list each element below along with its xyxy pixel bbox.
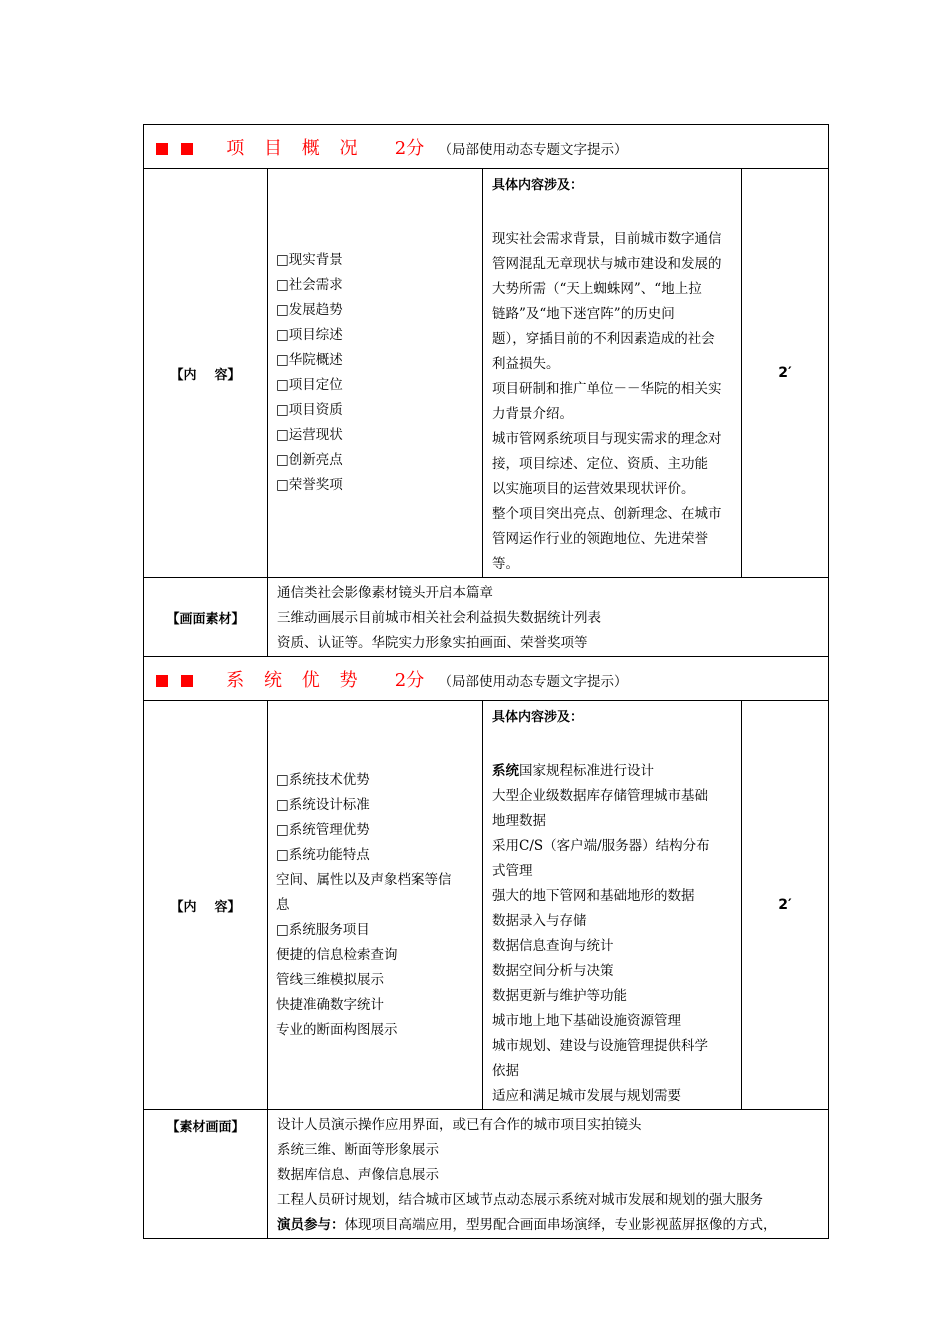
material-line: 设计人员演示操作应用界面，或已有合作的城市项目实拍镜头 [277, 1117, 642, 1133]
detail-line: 利益损失。 [492, 356, 560, 372]
detail-line [492, 759, 733, 784]
section2-note: （局部使用动态专题文字提示） [438, 673, 628, 690]
detail-line: 大型企业级数据库存储管理城市基础 [492, 788, 708, 804]
section2-header [144, 657, 829, 701]
script-table [143, 124, 829, 1239]
detail-line: 依据 [492, 1063, 519, 1079]
script-document [143, 124, 828, 1239]
list-item: 专业的断面构图展示 [276, 1021, 398, 1038]
list-item: □系统管理优势 [276, 821, 370, 838]
list-item: □社会需求 [276, 277, 343, 293]
detail-line: 整个项目突出亮点、创新理念、在城市 [492, 506, 722, 522]
section2-header-row [144, 657, 829, 701]
detail-keyword: 系统 [492, 763, 519, 779]
section2-item-list [268, 701, 483, 1110]
section2-detail [483, 701, 742, 1110]
detail-line: 管网运作行业的领跑地位、先进荣誉 [492, 531, 708, 547]
detail-line: 城市地上地下基础设施资源管理 [492, 1013, 681, 1029]
section1-note: （局部使用动态专题文字提示） [438, 141, 628, 158]
detail-line: 等。 [492, 556, 519, 572]
section1-content-label: 【内 容】 [144, 169, 268, 578]
detail-line: 数据信息查询与统计 [492, 938, 614, 954]
list-item: 空间、属性以及声象档案等信 [276, 871, 452, 888]
list-item: □项目综述 [276, 327, 343, 343]
red-square-icon [181, 675, 193, 687]
detail-line: 数据空间分析与决策 [492, 963, 614, 979]
detail-line: 数据录入与存储 [492, 913, 587, 929]
detail-line: 适应和满足城市发展与规划需要 [492, 1088, 681, 1104]
list-item: 息 [276, 896, 290, 913]
section1-content-row [144, 169, 829, 578]
material-line: 工程人员研讨规划，结合城市区域节点动态展示系统对城市发展和规划的强大服务 [277, 1192, 763, 1208]
detail-line: 数据更新与维护等功能 [492, 988, 627, 1004]
detail-line: 接，项目综述、定位、资质、主功能 [492, 456, 708, 472]
section2-content-label: 【内 容】 [144, 701, 268, 1110]
material-line: 三维动画展示目前城市相关社会利益损失数据统计列表 [277, 610, 601, 626]
detail-line: 题），穿插目前的不利因素造成的社会 [492, 331, 715, 347]
detail-line: 链路”及“地下迷宫阵”的历史问 [492, 306, 675, 322]
section2-title: 系 统 优 势 [226, 669, 365, 691]
detail-line: 城市管网系统项目与现实需求的理念对 [492, 431, 722, 447]
list-item: □运营现状 [276, 427, 343, 443]
section1-title: 项 目 概 况 [226, 137, 365, 159]
list-item: 便捷的信息检索查询 [276, 946, 398, 963]
detail-line: 大势所需（“天上蜘蛛网”、“地上拉 [492, 281, 702, 297]
list-item: □系统设计标准 [276, 796, 370, 813]
material-keyword: 演员参与： [277, 1217, 345, 1233]
list-item: □现实背景 [276, 252, 343, 268]
detail-line: 现实社会需求背景，目前城市数字通信 [492, 231, 722, 247]
section2-material [268, 1110, 829, 1239]
material-line: 资质、认证等。华院实力形象实拍画面、荣誉奖项等 [277, 635, 588, 651]
detail-line: 地理数据 [492, 813, 546, 829]
detail-heading: 具体内容涉及： [492, 178, 584, 193]
material-line-text: 体现项目高端应用，型男配合画面串场演绎，专业影视蓝屏抠像的方式， [344, 1217, 777, 1233]
detail-heading: 具体内容涉及： [492, 710, 584, 725]
detail-line: 力背景介绍。 [492, 406, 573, 422]
section1-detail [483, 169, 742, 578]
detail-line: 管网混乱无章现状与城市建设和发展的 [492, 256, 722, 272]
detail-line: 项目研制和推广单位－－华院的相关实 [492, 381, 722, 397]
section1-header-row [144, 125, 829, 169]
section2-material-row [144, 1110, 829, 1239]
list-item: □系统功能特点 [276, 846, 370, 863]
section1-header [144, 125, 829, 169]
detail-line-text: 国家规程标准进行设计 [519, 763, 654, 779]
red-square-icon [156, 143, 168, 155]
list-item: □发展趋势 [276, 302, 343, 318]
list-item: 管线三维模拟展示 [276, 971, 384, 988]
list-item: □华院概述 [276, 352, 343, 368]
material-line [277, 1213, 820, 1238]
section1-score: 2分 [394, 137, 425, 159]
section2-score: 2分 [394, 669, 425, 691]
material-line: 数据库信息、声像信息展示 [277, 1167, 439, 1183]
red-square-icon [156, 675, 168, 687]
material-line: 通信类社会影像素材镜头开启本篇章 [277, 585, 493, 601]
list-item: □系统服务项目 [276, 921, 370, 938]
section2-material-label: 【素材画面】 [144, 1110, 268, 1239]
red-square-icon [181, 143, 193, 155]
list-item: □系统技术优势 [276, 771, 370, 788]
list-item: 快捷准确数字统计 [276, 996, 384, 1013]
section1-material-label: 【画面素材】 [144, 578, 268, 657]
section1-item-list [268, 169, 483, 578]
section1-time: 2′ [742, 169, 829, 578]
section1-material-row [144, 578, 829, 657]
list-item: □创新亮点 [276, 452, 343, 468]
detail-line: 以实施项目的运营效果现状评价。 [492, 481, 695, 497]
list-item: □项目定位 [276, 377, 343, 393]
section2-time: 2′ [742, 701, 829, 1110]
detail-line: 采用C/S（客户端/服务器）结构分布 [492, 838, 710, 854]
section2-content-row [144, 701, 829, 1110]
detail-line: 强大的地下管网和基础地形的数据 [492, 888, 695, 904]
material-line: 系统三维、断面等形象展示 [277, 1142, 439, 1158]
list-item: □荣誉奖项 [276, 477, 343, 493]
list-item: □项目资质 [276, 402, 343, 418]
detail-line: 城市规划、建设与设施管理提供科学 [492, 1038, 708, 1054]
section1-material [268, 578, 829, 657]
detail-line: 式管理 [492, 863, 533, 879]
